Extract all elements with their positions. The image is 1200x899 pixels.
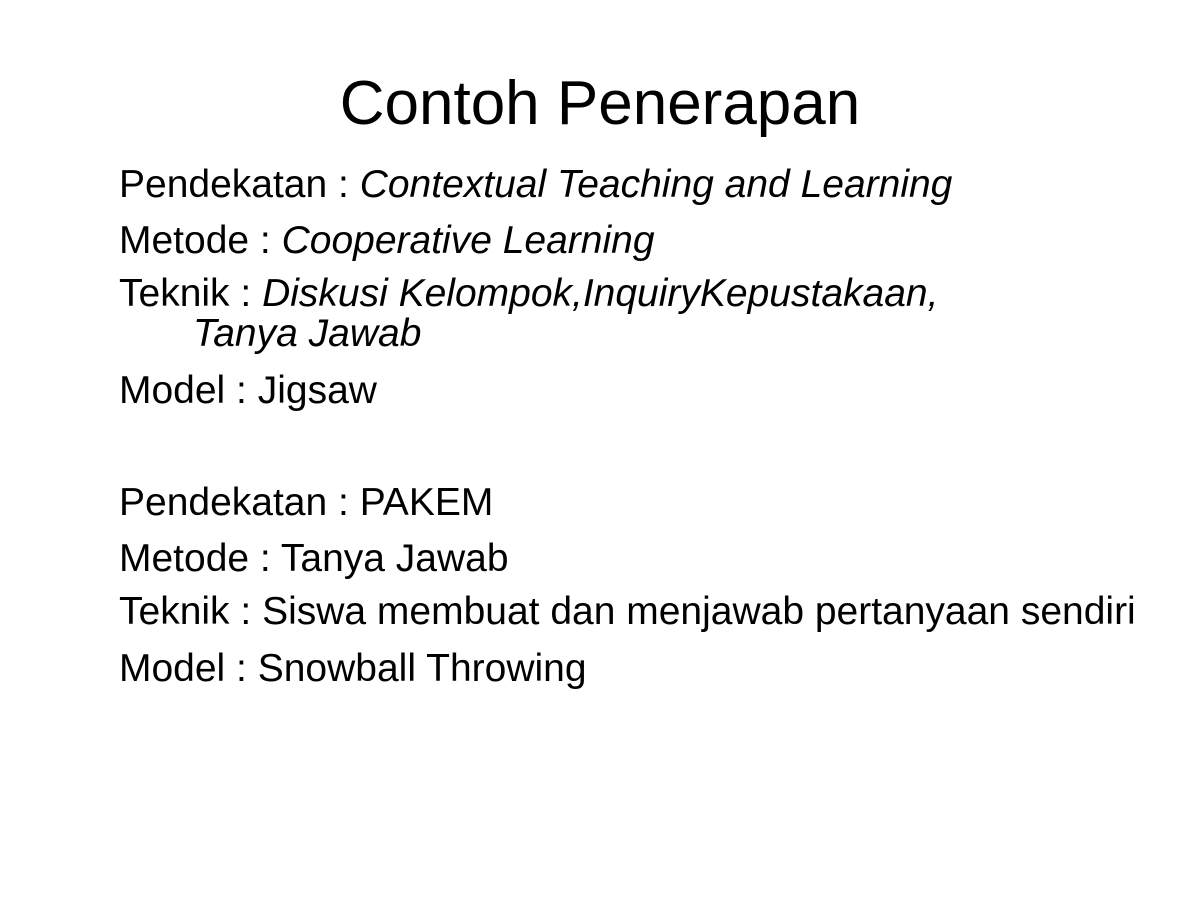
group1-model-label: Model : xyxy=(119,369,258,412)
group1-metode-line xyxy=(119,218,1179,264)
group1-teknik-value-line2: Tanya Jawab xyxy=(193,312,422,355)
group2-pendekatan-value: PAKEM xyxy=(359,481,494,524)
group1-model-line xyxy=(119,368,1179,414)
group1-pendekatan-line xyxy=(119,162,1179,208)
group1-metode-value: Cooperative Learning xyxy=(281,219,655,262)
group1-model-value: Jigsaw xyxy=(257,369,377,412)
group2-pendekatan-label: Pendekatan : xyxy=(119,481,360,524)
group1-teknik-line xyxy=(119,274,1179,354)
slide-title: Contoh Penerapan xyxy=(339,69,861,138)
group2-pendekatan-line xyxy=(119,480,1179,526)
group2-model-label: Model : xyxy=(119,647,258,690)
group1-pendekatan-label: Pendekatan : xyxy=(119,163,360,206)
group1-pendekatan-value: Contextual Teaching and Learning xyxy=(359,163,953,206)
group2-metode-value: Tanya Jawab xyxy=(280,537,509,580)
slide-body xyxy=(119,162,1179,702)
group2-metode-line xyxy=(119,536,1179,582)
group1-teknik-label: Teknik : xyxy=(119,272,263,315)
group2-teknik-label: Teknik : xyxy=(119,590,263,633)
group2-model-line xyxy=(119,646,1179,692)
group1-teknik-value-line1: Diskusi Kelompok,InquiryKepustakaan, xyxy=(262,272,939,315)
group1-metode-label: Metode : xyxy=(119,219,282,262)
group2-model-value: Snowball Throwing xyxy=(257,647,587,690)
group2-metode-label: Metode : xyxy=(119,537,281,580)
group2-teknik-line xyxy=(119,592,1179,632)
group2-teknik-value: Siswa membuat dan menjawab pertanyaan sendiri xyxy=(262,590,1136,633)
group-spacer xyxy=(119,424,1179,480)
